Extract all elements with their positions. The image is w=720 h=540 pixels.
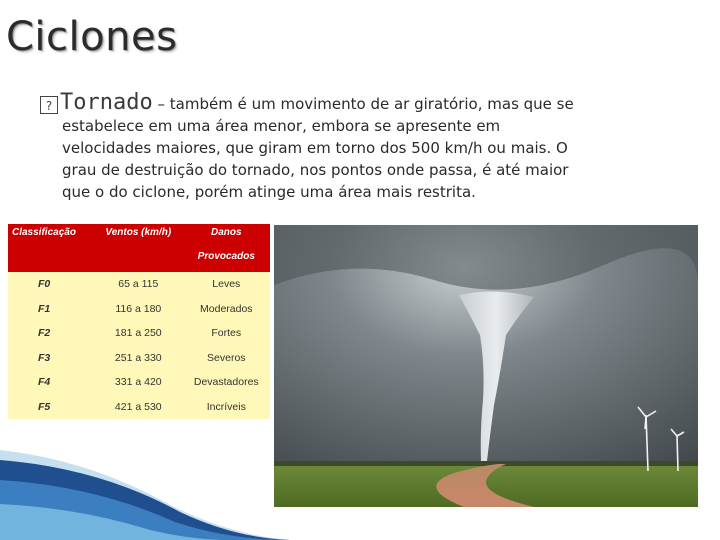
- cell-ventos: 65 a 115: [94, 272, 183, 297]
- cell-cls: F0: [8, 272, 94, 297]
- table-row: [8, 297, 270, 322]
- cell-ventos: 181 a 250: [94, 321, 183, 346]
- cell-ventos: 251 a 330: [94, 346, 183, 371]
- table-header-row: [8, 224, 270, 248]
- cell-danos: Severos: [183, 346, 270, 371]
- cell-cls: F4: [8, 370, 94, 395]
- header-ventos: Ventos (km/h): [94, 224, 183, 272]
- bullet-lead-text: – também é um movimento de ar giratório, mas que se: [152, 95, 574, 113]
- corner-decoration: [0, 450, 290, 540]
- cell-danos: Fortes: [183, 321, 270, 346]
- bullet-paragraph: [40, 92, 660, 203]
- slide-title: Ciclones: [6, 14, 178, 60]
- fujita-scale-table: [8, 224, 270, 419]
- table-row: [8, 321, 270, 346]
- bullet-line-1: estabelece em uma área menor, embora se apresente em: [62, 117, 501, 135]
- table-row: [8, 346, 270, 371]
- bullet-keyword: Tornado: [60, 90, 153, 115]
- cell-ventos: 421 a 530: [94, 395, 183, 420]
- table-row: [8, 272, 270, 297]
- tornado-photo: [274, 225, 698, 507]
- cell-cls: F2: [8, 321, 94, 346]
- cell-danos: Devastadores: [183, 370, 270, 395]
- cell-cls: F5: [8, 395, 94, 420]
- bullet-line-4: que o do ciclone, porém atinge uma área mais restrita.: [62, 183, 476, 201]
- bullet-line-2: velocidades maiores, que giram em torno dos 500 km/h ou mais. O: [62, 139, 568, 157]
- cell-danos: Incríveis: [183, 395, 270, 420]
- table-row: [8, 370, 270, 395]
- table-row: [8, 395, 270, 420]
- cell-danos: Leves: [183, 272, 270, 297]
- cell-danos: Moderados: [183, 297, 270, 322]
- header-classificacao: Classificação: [8, 224, 94, 272]
- header-danos: Danos: [183, 224, 270, 248]
- cell-cls: F3: [8, 346, 94, 371]
- cell-ventos: 331 a 420: [94, 370, 183, 395]
- box-bullet-icon: ?: [40, 96, 58, 114]
- cell-cls: F1: [8, 297, 94, 322]
- cell-ventos: 116 a 180: [94, 297, 183, 322]
- header-provocados: Provocados: [183, 248, 270, 272]
- bullet-line-3: grau de destruição do tornado, nos pontos onde passa, é até maior: [62, 161, 569, 179]
